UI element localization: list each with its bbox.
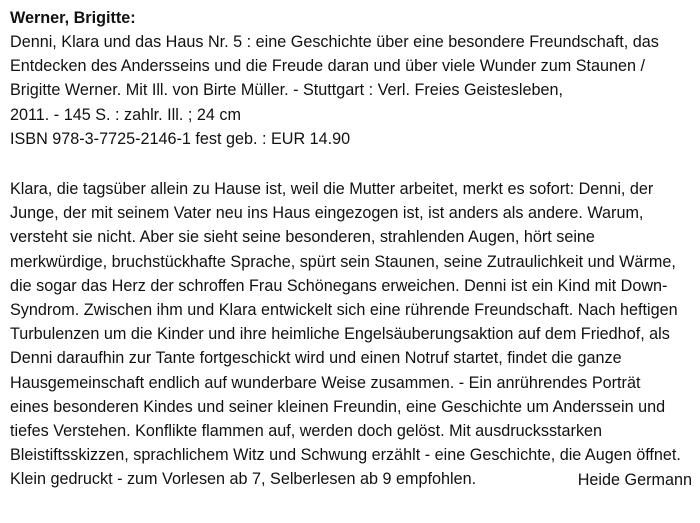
bibliographic-record [10,30,696,151]
author-heading: Werner, Brigitte: [10,9,136,27]
review-line: Hausgemeinschaft endlich auf wunderbare Weise zusammen. - Ein anrührendes Porträt [10,373,641,392]
review-line: Junge, der mit seinem Vater neu ins Haus eingezogen ist, ist anders als andere. Warum, [10,204,644,223]
review-line: Denni daraufhin zur Tante fortgeschickt wird und einen Notruf startet, findet die ganze [10,349,622,368]
review-line: eines besonderen Kindes und seiner kleinen Freundin, eine Geschichte um Anderssein und [10,397,666,416]
review-line: Klara, die tagsüber allein zu Hause ist, weil die Mutter arbeitet, merkt es sofort: Denni, der [10,180,654,198]
review-line: Bleistiftsskizzen, sprachlichem Witz und Schwung erzählt - eine Geschichte, die Augen öffnet. [10,446,681,465]
review-line: tiefes Verstehen. Konflikte flammen auf, werden doch gelöst. Mit ausdrucksstarken [10,422,603,441]
bibliographic-line: Denni, Klara und das Haus Nr. 5 : eine Geschichte über eine besondere Freundschaft, das [10,33,659,51]
bibliographic-line: Entdecken des Andersseins und die Freude daran und über viele Wunder zum Staunen / [10,57,646,76]
review-line: versteht sie nicht. Aber sie sieht seine besonderen, strahlenden Augen, hört seine [10,228,595,247]
review-line: die sogar das Herz der schroffen Frau Schönegans erweichen. Denni ist ein Kind mit Down- [10,276,668,295]
bibliographic-line: ISBN 978-3-7725-2146-1 fest geb. : EUR 14.90 [10,129,351,148]
review-text [10,177,696,492]
bibliographic-line: 2011. - 145 S. : zahlr. Ill. ; 24 cm [10,105,241,124]
review-line: Klein gedruckt - zum Vorlesen ab 7, Selberlesen ab 9 empfohlen. [10,470,477,489]
review-line: Syndrom. Zwischen ihm und Klara entwickelt sich eine rührende Freundschaft. Nach heftigen [10,301,678,320]
review-line: merkwürdige, bruchstückhafte Sprache, spürt sein Staunen, seine Zutraulichkeit und Wärme, [10,252,676,271]
reviewer-signature: Heide Germann [577,471,692,489]
bibliographic-line: Brigitte Werner. Mit Ill. von Birte Müller. - Stuttgart : Verl. Freies Geistesleben, [10,81,563,100]
review-line: Turbulenzen um die Kinder und ihre heimliche Engelsäuberungsaktion auf dem Friedhof, als [10,325,670,344]
